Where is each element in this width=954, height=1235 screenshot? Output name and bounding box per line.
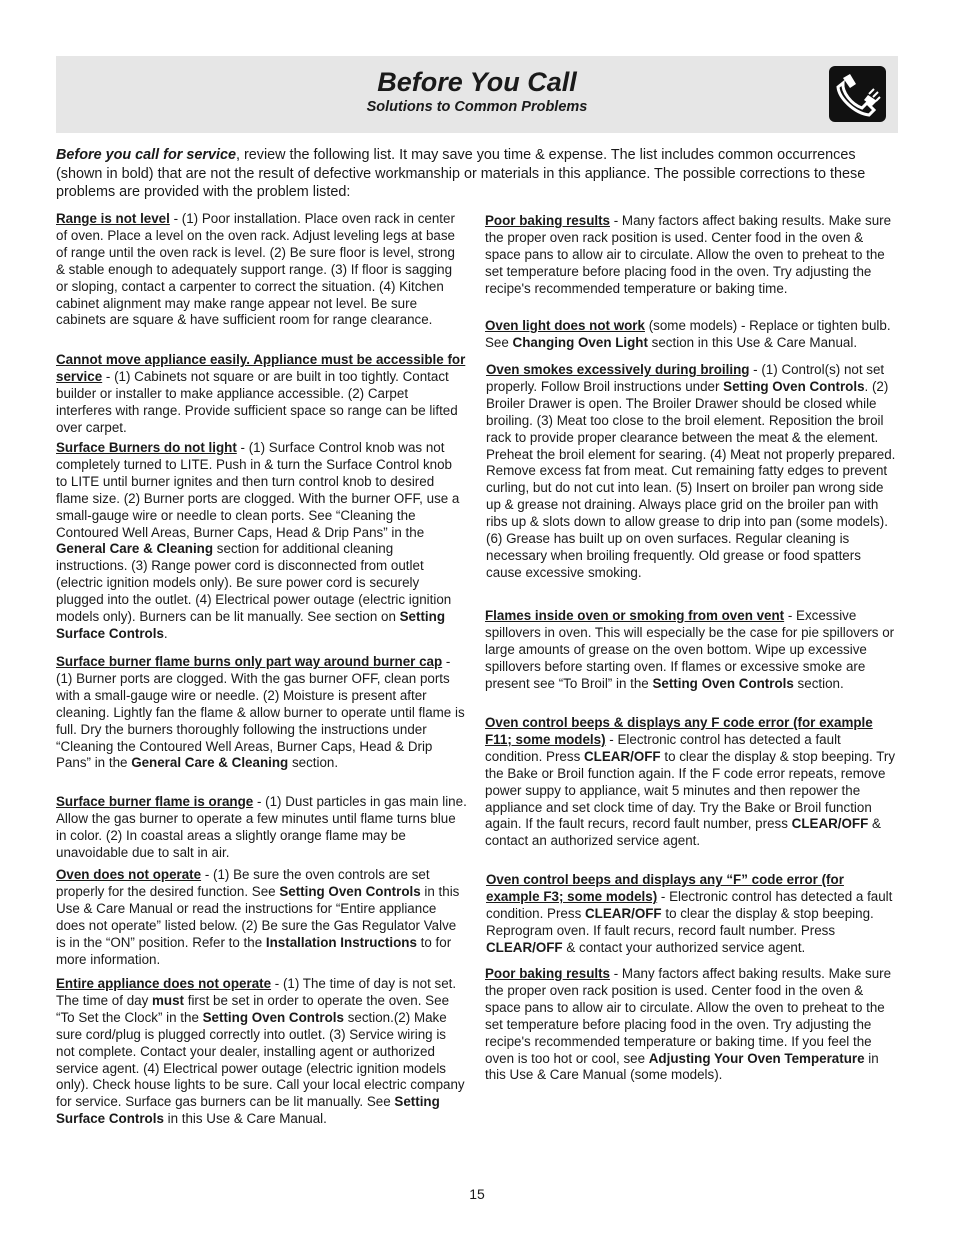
item-text: section. — [288, 755, 339, 771]
item-heading: Flames inside oven or smoking from oven vent — [485, 608, 785, 623]
item-text: - (1) Burner ports are clogged. With the gas burner OFF, clean ports with a small-gauge wire or needle. (2) Moisture is present after cleaning. Lightly fan the flame & allow burner to operate until flame is full. Dry the burners thoroughly following the instructions under “Cleaning the Contoured Well Areas, Burner Caps, Head & Drip Pans” in the — [56, 654, 465, 771]
item-f-code-f11 — [485, 715, 897, 850]
left-column — [56, 211, 466, 339]
item-heading: Surface burner flame burns only part way around burner cap — [56, 654, 443, 669]
item-heading: Oven light does not work — [485, 318, 645, 333]
left-column-b — [56, 352, 466, 437]
item-bold: Setting Surface Controls — [56, 609, 446, 641]
item-text: - Many factors affect baking results. Make sure the proper oven rack position is used. Center food in the oven & space pans to allow air to circulate. Allow the oven to preheat to the set temperature before placing food in the oven. Try adjusting the recipe's recommended temperature or baking time. — [485, 213, 892, 296]
item-text: - Excessive spillovers in oven. This will especially be the case for pie spillovers or large amounts of grease on the oven bottom. Wipe up excessive spillovers before starting oven. If flames or excessive smoke are present see “To Broil” in the — [485, 608, 895, 691]
right-column-a — [485, 213, 897, 298]
page-title: Before You Call — [377, 67, 577, 97]
item-text: & contact your authorized service agent. — [562, 939, 806, 955]
item-oven-light — [485, 318, 897, 352]
item-bold: Changing Oven Light — [512, 334, 648, 350]
item-heading: Oven control beeps & displays any F code error (for example F11; some models) — [485, 715, 873, 747]
item-flame-orange — [56, 794, 468, 862]
left-column-f — [56, 867, 466, 968]
item-text: in this Use & Care Manual (some models). — [485, 1050, 879, 1083]
item-poor-baking-1 — [485, 213, 897, 298]
item-text: - Electronic control has detected a fault condition. Press — [486, 888, 893, 921]
intro-lead: Before you call for service — [56, 147, 236, 163]
item-heading: Entire appliance does not operate — [56, 976, 272, 991]
item-heading: Poor baking results — [485, 213, 611, 228]
item-text: to clear the display & stop beeping. Reprogram oven. If fault recurs, record fault number. Press — [486, 905, 874, 938]
item-heading: Cannot move appliance easily. Appliance must be accessible for service — [56, 352, 466, 384]
item-heading: Range is not level — [56, 211, 170, 226]
right-column-g — [485, 966, 897, 1084]
left-column-d — [56, 654, 466, 772]
item-burners-not-light — [56, 440, 466, 643]
item-text: - Many factors affect baking results. Make sure the proper oven rack position is used. Center food in the oven & space pans to allow air to circulate. Allow the oven to preheat to the set temperature before placing food in the oven. Try adjusting the recipe's recommended temperature or baking time. If you feel the oven is too hot or cool, see — [485, 966, 892, 1066]
item-text: to clear the display & stop beeping. Try the Bake or Broil function again. If the F code error repeats, remove power suppy to appliance, wait 5 minutes and then repower the appliance and set clock time of day. Try the Bake or Broil function again. If the fault recurs, record fault number, press — [485, 748, 896, 832]
item-smokes-broiling — [486, 362, 898, 582]
item-text: in this Use & Care Manual. — [163, 1111, 327, 1127]
phone-icon — [829, 66, 886, 122]
item-text: section in this Use & Care Manual. — [647, 334, 858, 350]
item-bold: CLEAR/OFF — [585, 905, 662, 921]
item-heading: Surface Burners do not light — [56, 440, 237, 455]
item-heading: Poor baking results — [485, 966, 611, 981]
item-bold: Setting Oven Controls — [723, 378, 865, 394]
item-heading: Surface burner flame is orange — [56, 794, 254, 809]
item-text: in this Use & Care Manual or read the instructions for “Entire appliance does not operate” listed below. (2) Be sure the Gas Regulator Valve is in the “ON” position. Refer to the — [56, 883, 460, 950]
item-heading: Oven does not operate — [56, 867, 202, 882]
intro-text: , review the following list. It may save you time & expense. The list includes common occurrences (shown in bold) that are not the result of defective workmanship or materials in this appliance. The possible corrections to these problems are provided with the problem listed: — [56, 147, 866, 201]
item-text: - (1) Poor installation. Place oven rack in center of oven. Place a level on the oven rack. Adjust leveling legs at base of range until the oven rack is level. (2) Be sure floor is level, strong & stable enough to adequately support range. (3) If floor is sagging or sloping, contact a carpenter to correct the situation. (4) Kitchen cabinet alignment may make range appear not level. Be sure cabinets are square & have sufficient room for range clearance. — [56, 211, 455, 328]
right-column-b — [485, 318, 897, 352]
item-bold: Setting Oven Controls — [652, 675, 794, 691]
item-bold: CLEAR/OFF — [791, 816, 869, 832]
item-text: (some models) - Replace or tighten bulb. See — [485, 318, 891, 350]
item-text: . (2) Broiler Drawer is open. The Broiler Drawer should be closed while broiling. (3) Meat too close to the broil element. Reposition the broil rack to provide proper clearance between the meat & the element. Preheat the broil element for searing. (4) Meat not properly prepared. Remove excess fat from meat. Cut remaining fatty edges to prevent curling, but do not cut into lean. (5) Insert on broiler pan wrong side up & grease not draining. Always place grid on the broiler pan with ribs up & slots down to allow grease to drip into pan (some models). (6) Grease has built up on oven surfaces. Regular cleaning is necessary when broiling frequently. Old grease or food spatters cause excessive smoking. — [486, 378, 896, 580]
right-column-c — [486, 362, 898, 582]
item-flames-inside — [485, 608, 898, 693]
item-bold: CLEAR/OFF — [486, 939, 563, 955]
item-poor-baking-2 — [485, 966, 897, 1084]
item-bold: Setting Oven Controls — [202, 1009, 344, 1025]
item-text: section for additional cleaning instructions. (3) Range power cord is disconnected from outlet (electric ignition models only). Be sure power cord is securely plugged into the outlet. (4) Electrical power outage (electric ignition models only). Burners can be lit manually. See section on — [56, 541, 452, 625]
item-heading: Oven control beeps and displays any “F” code error (for example F3; some models) — [486, 872, 844, 904]
item-range-level — [56, 211, 466, 329]
item-text: & contact an authorized service agent. — [485, 816, 881, 849]
item-bold: Installation Instructions — [265, 934, 417, 950]
item-text: section.(2) Make sure cord/plug is plugged correctly into outlet. (3) Service wiring is not complete. Contact your dealer, installing agent or authorized service agent. (4) Electrical power outage (electric ignition models only). Check house lights to be sure. Call your local electric company for service. Surface gas burners can be lit manually. See — [56, 1009, 465, 1110]
item-oven-not-operate — [56, 867, 466, 968]
item-text: to for more information. — [56, 934, 452, 967]
item-text: section. — [793, 675, 844, 691]
left-column-e — [56, 794, 468, 862]
item-text: - (1) Cabinets not square or are built in too tightly. Contact builder or installer to make appliance accessible. (2) Carpet interferes with range. Provide sufficient space so range can be lifted over carpet. — [56, 368, 458, 435]
item-text: . — [163, 625, 168, 641]
page-subtitle: Solutions to Common Problems — [366, 99, 588, 115]
item-text: - (1) Control(s) not set properly. Follow Broil instructions under — [486, 362, 885, 394]
item-text: - (1) Dust particles in gas main line. Allow the gas burner to operate a few minutes until flame turns blue in color. (2) In coastal areas a slightly orange flame may be unavoidable due to salt in air. — [56, 794, 467, 860]
item-bold: Adjusting Your Oven Temperature — [648, 1050, 865, 1066]
right-column-d — [485, 608, 898, 693]
item-text: first be set in order to operate the oven. See “To Set the Clock” in the — [56, 992, 450, 1025]
item-text: - (1) Be sure the oven controls are set properly for the desired function. See — [56, 867, 430, 899]
left-column-c — [56, 440, 466, 643]
item-heading: Oven smokes excessively during broiling — [486, 362, 750, 377]
item-bold: Setting Surface Controls — [56, 1094, 440, 1127]
item-cannot-move — [56, 352, 466, 437]
intro-paragraph — [56, 146, 900, 202]
item-bold: Setting Oven Controls — [279, 883, 421, 899]
left-column-g — [56, 976, 466, 1128]
page-number: 15 — [469, 1186, 485, 1202]
item-f-code-f3 — [486, 872, 896, 957]
item-text: - (1) Surface Control knob was not completely turned to LITE. Push in & turn the Surface Control knob to LITE until burner ignites and then turn control knob to desired flame size. (2) Burner ports are clogged. With the burner OFF, use a small-gauge wire or needle to clean ports. See “Cleaning the Contoured Well Areas, Burner Caps, Head & Drip Pans” in the — [56, 440, 460, 540]
item-bold: General Care & Cleaning — [131, 755, 289, 771]
item-bold: General Care & Cleaning — [56, 541, 214, 557]
item-entire-not-operate — [56, 976, 466, 1128]
item-text: - Electronic control has detected a fault condition. Press — [485, 731, 841, 764]
item-bold: must — [152, 992, 185, 1008]
item-text: - (1) The time of day is not set. The time of day — [56, 976, 457, 1008]
right-column-f — [486, 872, 896, 957]
item-flame-part-way — [56, 654, 466, 772]
right-column-e — [485, 715, 897, 850]
item-bold: CLEAR/OFF — [584, 748, 661, 764]
